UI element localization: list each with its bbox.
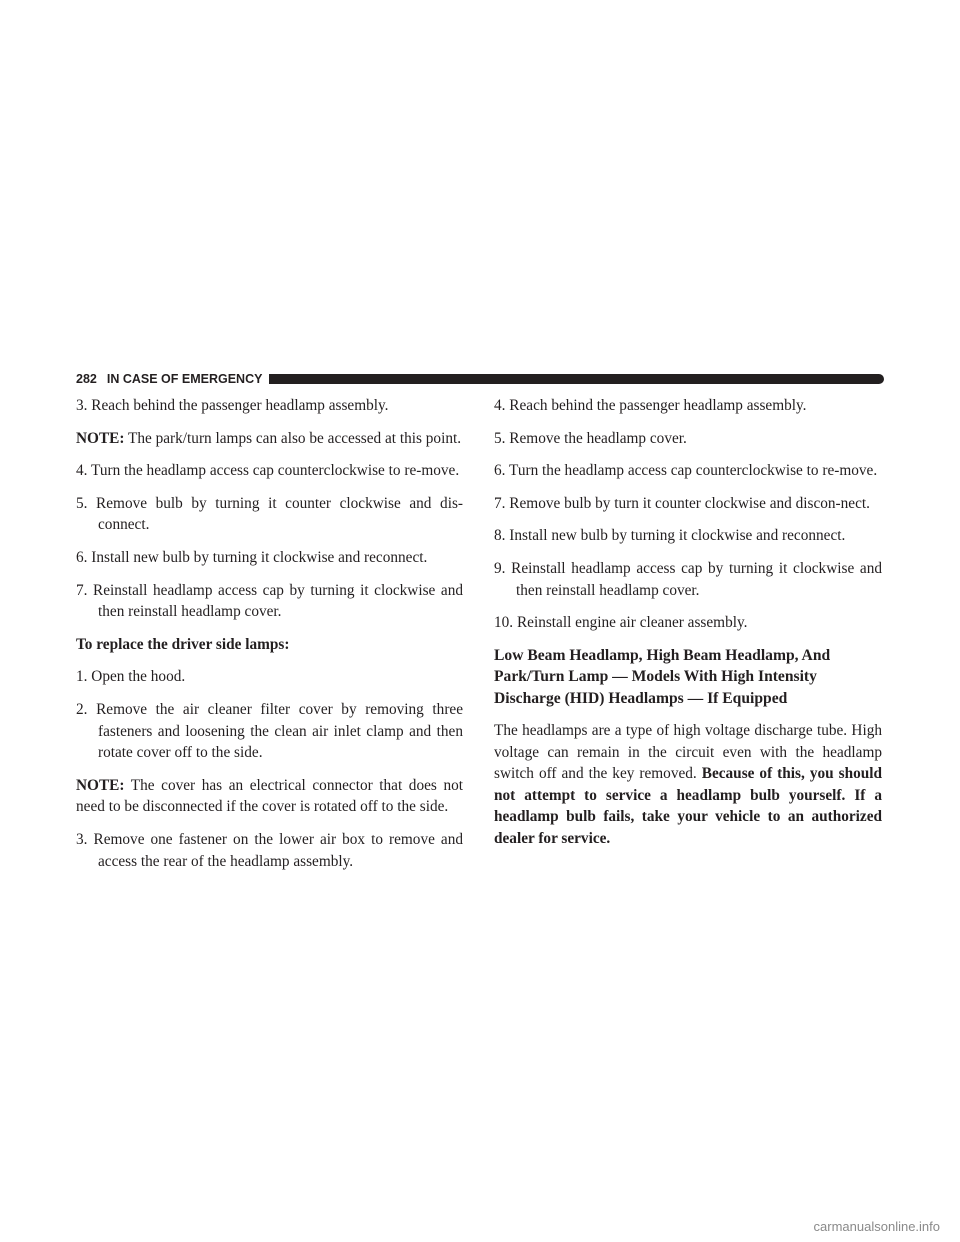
note-text: The cover has an electrical connector that does not need to be disconnected if the cover is rotated off to the side. xyxy=(76,776,463,816)
note-label: NOTE: xyxy=(76,429,125,447)
hid-warning-text: Because of this, you should not attempt to service a headlamp bulb yourself. If a headlamp bulb fails, take your vehicle to an authorized dealer for service. xyxy=(494,765,883,847)
driver-side-heading: To replace the driver side lamps: xyxy=(76,635,290,653)
page-header xyxy=(76,369,884,389)
step-4: 4. Turn the headlamp access cap counterclockwise to re-move. xyxy=(76,462,460,480)
note-label: NOTE: xyxy=(76,776,125,794)
driver-step-1: 1. Open the hood. xyxy=(76,668,186,686)
step-5-right: 5. Remove the headlamp cover. xyxy=(494,429,687,447)
note-cover-connector xyxy=(76,775,463,818)
section-title-header: IN CASE OF EMERGENCY xyxy=(106,372,263,386)
hid-section-title: Low Beam Headlamp, High Beam Headlamp, And Park/Turn Lamp — Models With High Intensity Discharge (HID) Headlamps — If Equipped xyxy=(494,646,831,707)
step-6: 6. Install new bulb by turning it clockwise and reconnect. xyxy=(76,548,428,566)
hid-paragraph xyxy=(494,720,882,850)
step-6-right: 6. Turn the headlamp access cap counterclockwise to re-move. xyxy=(494,462,878,480)
header-rule xyxy=(269,374,884,384)
step-7-right: 7. Remove bulb by turn it counter clockwise and discon-nect. xyxy=(494,494,870,512)
note-park-turn xyxy=(76,428,463,450)
driver-step-3: 3. Remove one fastener on the lower air box to remove and access the rear of the headlamp assembly. xyxy=(76,830,463,870)
driver-step-2: 2. Remove the air cleaner filter cover by removing three fasteners and loosening the clean air inlet clamp and then rotate cover off to the side. xyxy=(76,700,463,762)
hid-paragraph-text: The headlamps are a type of high voltage discharge tube. High voltage can remain in the circuit even with the headlamp switch off and the key removed. xyxy=(494,721,882,783)
right-column xyxy=(494,395,882,861)
step-10-right: 10. Reinstall engine air cleaner assembly. xyxy=(494,614,748,632)
step-4-right: 4. Reach behind the passenger headlamp assembly. xyxy=(494,397,807,414)
step-3: 3. Reach behind the passenger headlamp assembly. xyxy=(76,397,389,414)
step-8-right: 8. Install new bulb by turning it clockwise and reconnect. xyxy=(494,527,846,545)
watermark: carmanualsonline.info xyxy=(813,1219,940,1234)
note-text: The park/turn lamps can also be accessed at this point. xyxy=(128,429,462,447)
step-5: 5. Remove bulb by turning it counter clockwise and dis-connect. xyxy=(76,494,463,534)
step-7: 7. Reinstall headlamp access cap by turning it clockwise and then reinstall headlamp cover. xyxy=(76,581,463,621)
left-column xyxy=(76,395,463,883)
step-9-right: 9. Reinstall headlamp access cap by turning it clockwise and then reinstall headlamp cover. xyxy=(494,559,882,599)
page-number: 282 xyxy=(76,372,97,386)
